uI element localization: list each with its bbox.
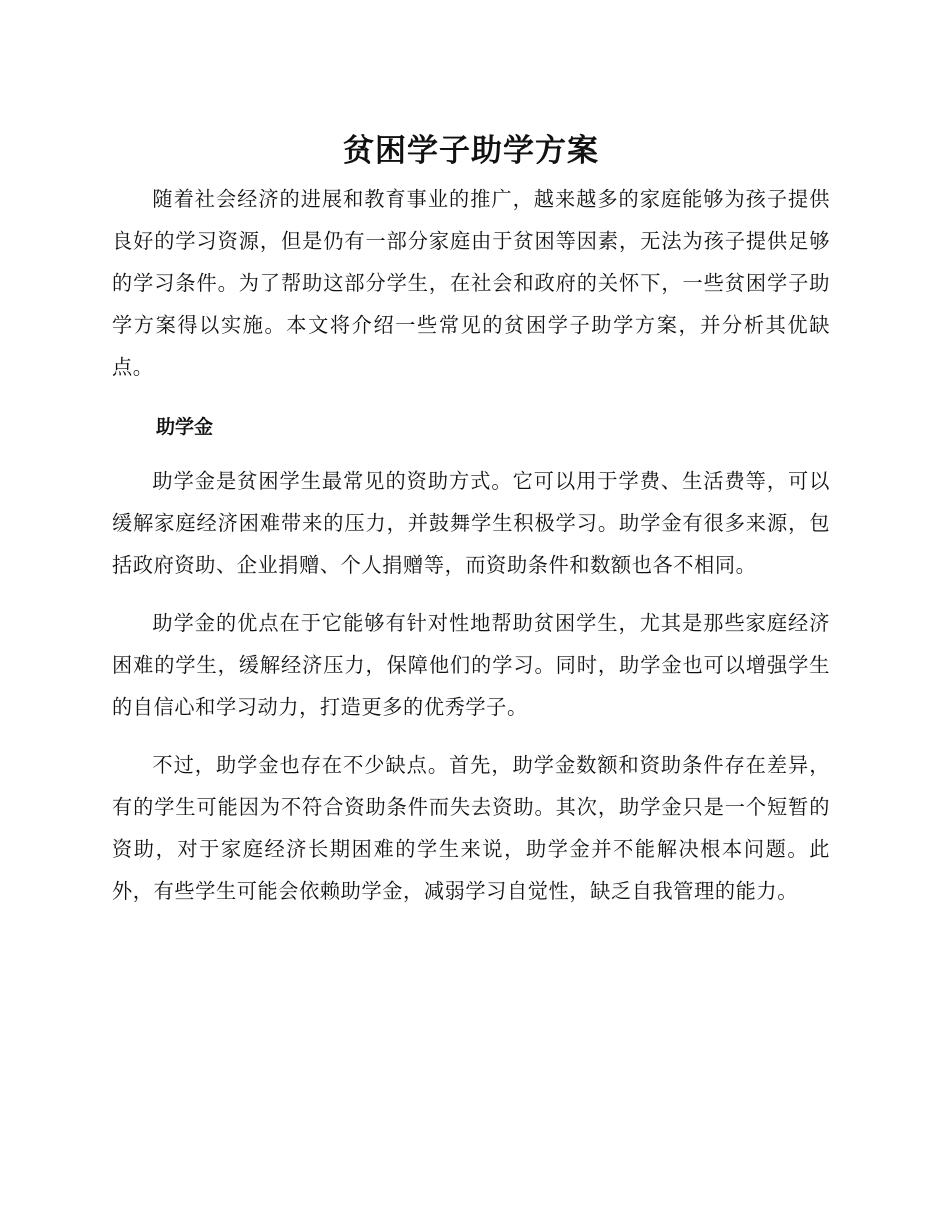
grant-paragraph-2: 助学金的优点在于它能够有针对性地帮助贫困学生，尤其是那些家庭经济困难的学生，缓解经济压力，保障他们的学习。同时，助学金也可以增强学生的自信心和学习动力，打造更多的优秀学子。	[112, 611, 830, 719]
document-title: 贫困学子助学方案	[343, 133, 599, 169]
document-content	[112, 128, 830, 912]
grant-paragraph-3: 不过，助学金也存在不少缺点。首先，助学金数额和资助条件存在差异，有的学生可能因为不符合资助条件而失去资助。其次，助学金只是一个短暂的资助，对于家庭经济长期困难的学生来说，助学金并不能解决根本问题。此外，有些学生可能会依赖助学金，减弱学习自觉性，缺乏自我管理的能力。	[112, 753, 830, 903]
grant-paragraph-1: 助学金是贫困学生最常见的资助方式。它可以用于学费、生活费等，可以缓解家庭经济困难带来的压力，并鼓舞学生积极学习。助学金有很多来源，包括政府资助、企业捐赠、个人捐赠等，而资助条件和数额也各不相同。	[112, 469, 830, 577]
intro-paragraph: 随着社会经济的进展和教育事业的推广，越来越多的家庭能够为孩子提供良好的学习资源，但是仍有一部分家庭由于贫困等因素，无法为孩子提供足够的学习条件。为了帮助这部分学生，在社会和政府的关怀下，一些贫困学子助学方案得以实施。本文将介绍一些常见的贫困学子助学方案，并分析其优缺点。	[112, 187, 830, 379]
section-heading-grant: 助学金	[156, 416, 214, 438]
